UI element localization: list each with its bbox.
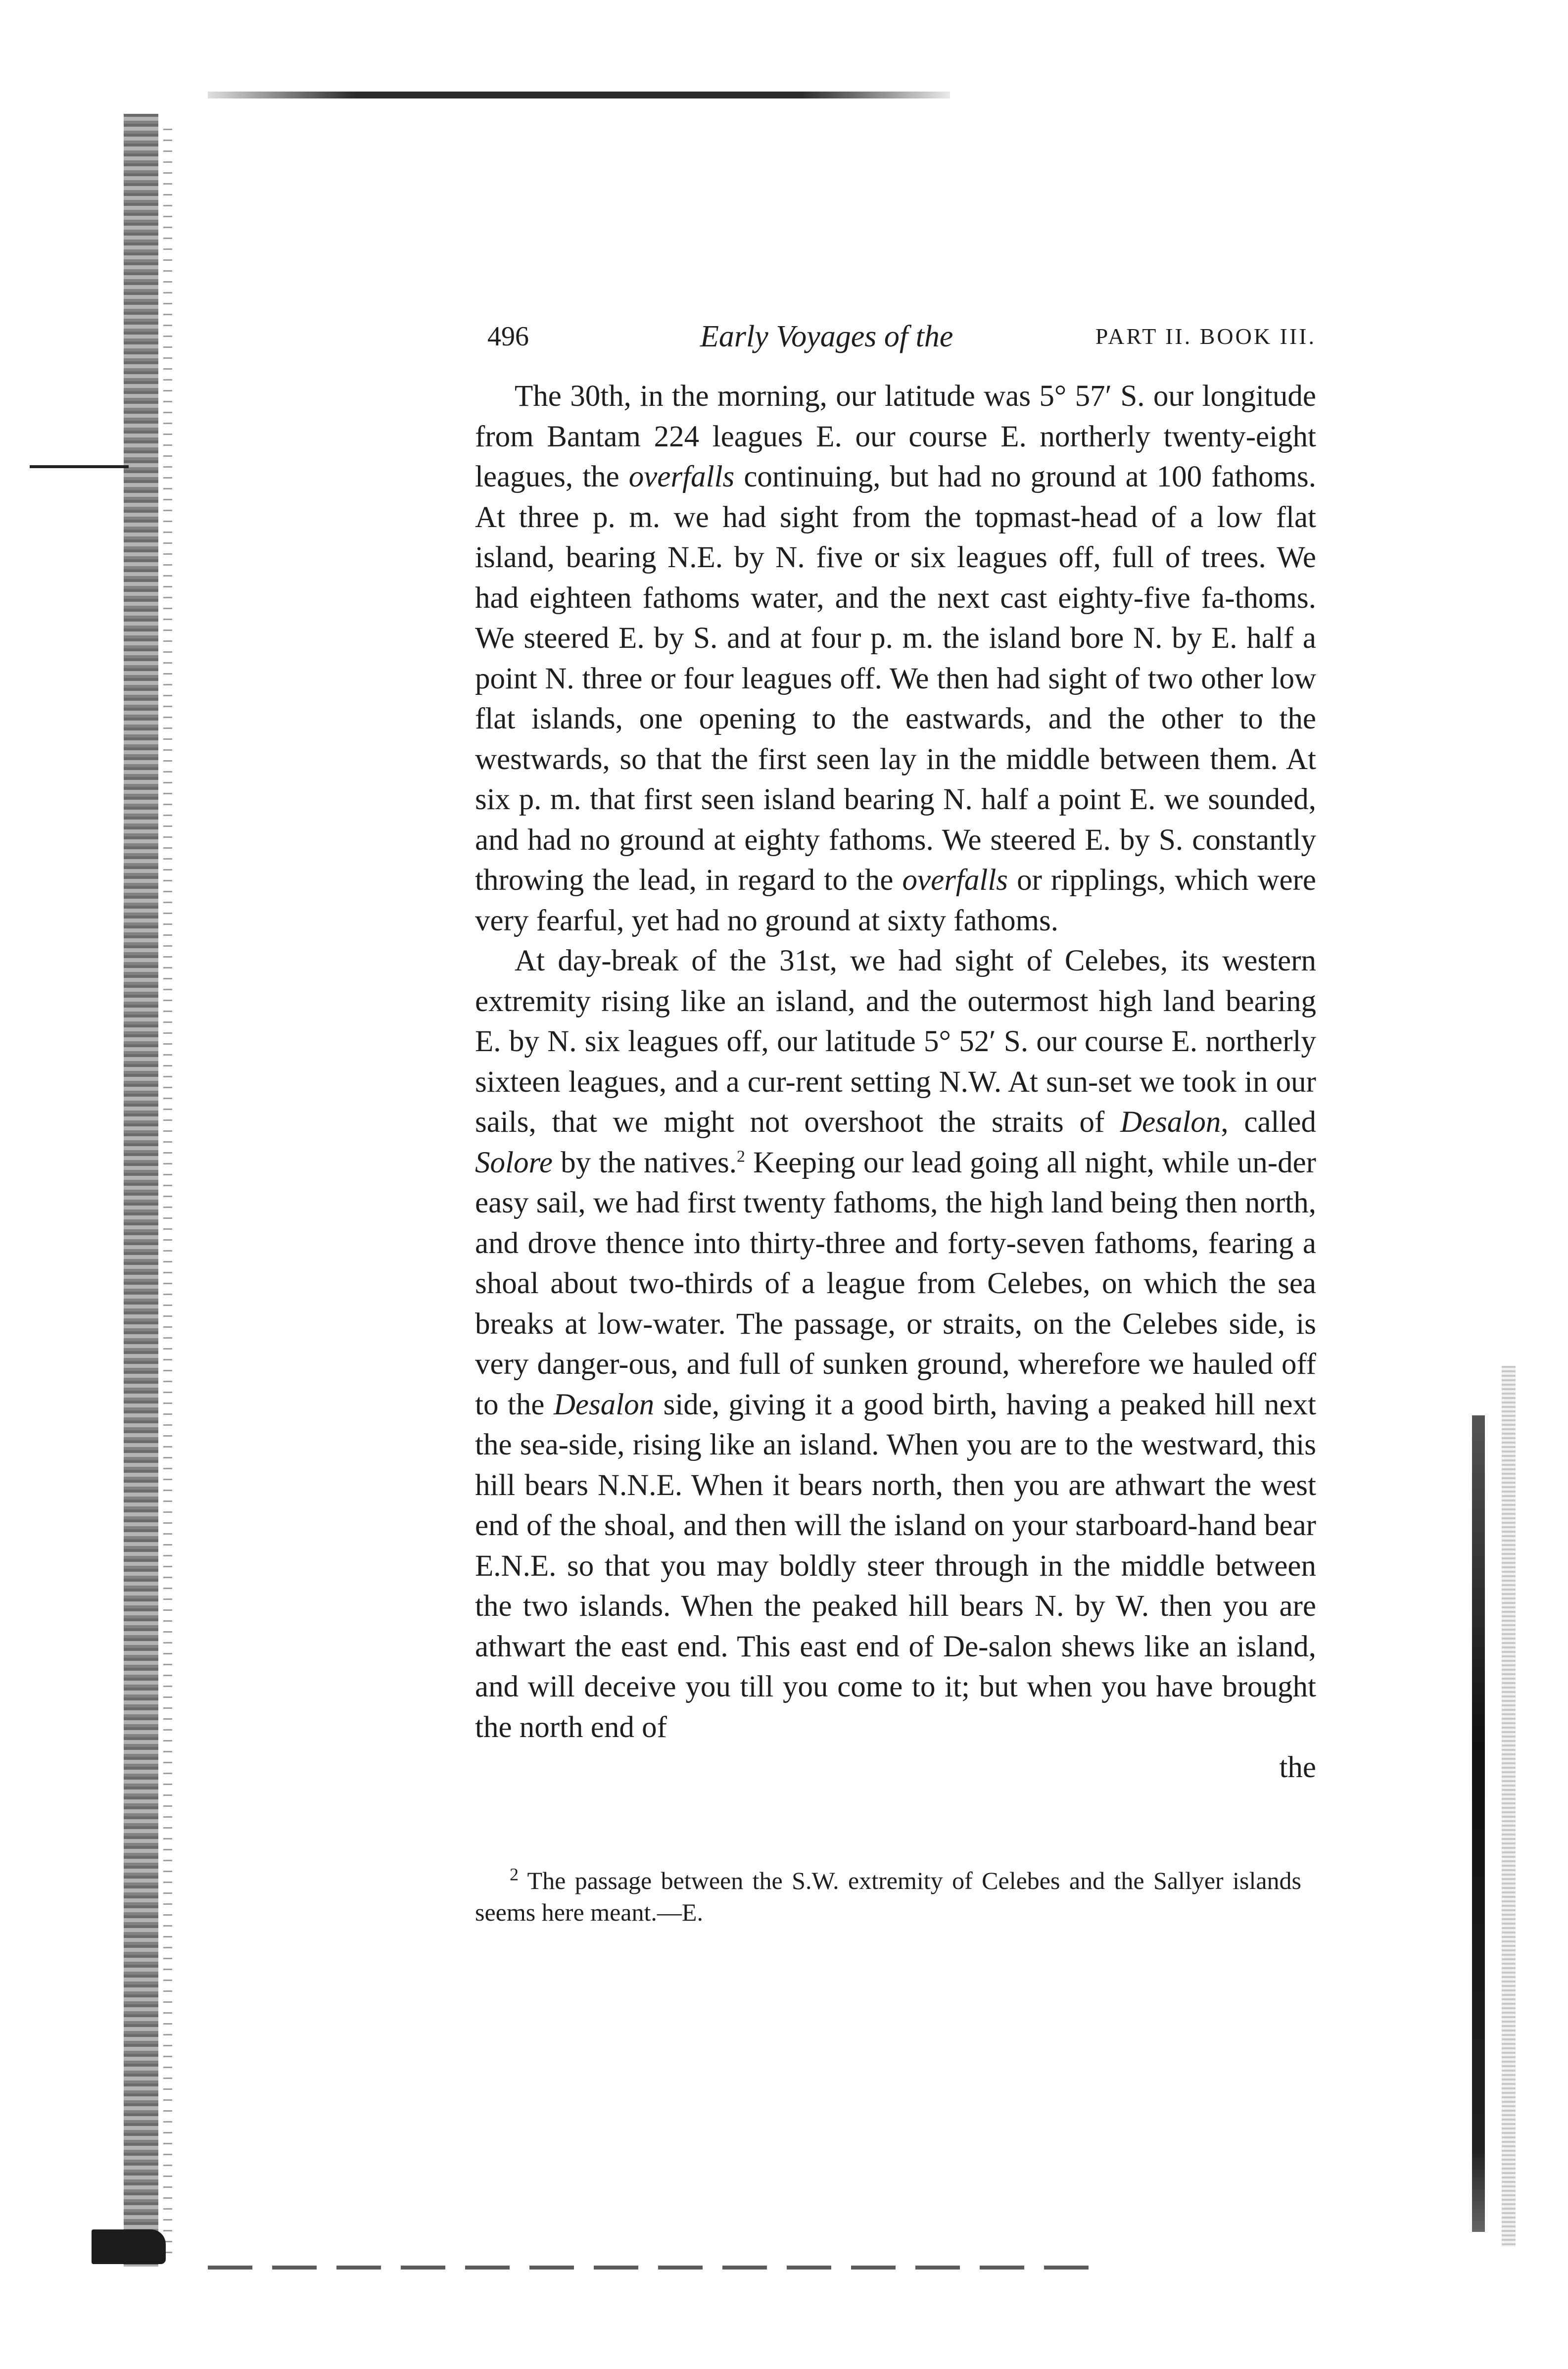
catchword: the	[1279, 1751, 1316, 1784]
paragraph	[475, 376, 1316, 941]
scan-bottom-edge	[208, 2266, 1098, 2270]
footnote-text: The passage between the S.W. extremity of Celebes and the Sallyer islands seems here meant.—E.	[475, 1866, 1301, 1926]
text-run: , called	[1221, 1106, 1316, 1139]
scan-top-edge	[208, 92, 950, 98]
italic-term: Desalon	[553, 1388, 655, 1421]
italic-term: overfalls	[628, 460, 735, 493]
book-page	[475, 317, 1316, 1928]
text-run: or ripplings, which were very fearful, yet had no ground at sixty fathoms.	[475, 864, 1316, 937]
running-title: Early Voyages of the	[700, 320, 953, 353]
text-run: Keeping our lead going all night, while un-der easy sail, we had first twenty fathoms, the high land being then north, and drove thence into thirty-three and forty-seven fathoms, fearing a shoal about two-thirds of a league from Celebes, on which the sea breaks at low-water. The passage, or straits, on the Celebes side, is very danger-ous, and full of sunken ground, wherefore we hauled off to the	[475, 1146, 1316, 1421]
text-run: At day-break of the 31st, we had sight of Celebes, its western extremity rising like an island, and the outermost high land bearing E. by N. six leagues off, our latitude 5° 52′ S. our course E. northerly sixteen leagues, and a cur-rent setting N.W. At sun-set we took in our sails, that we might not overshoot the straits of	[475, 944, 1316, 1139]
text-run: side, giving it a good birth, having a peaked hill next the sea-side, rising like an island. When you are to the westward, this hill bears N.N.E. When it bears north, then you are athwart the west end of the shoal, and then will the island on your starboard-hand bear E.N.E. so that you may boldly steer through in the middle between the two islands. When the peaked hill bears N. by W. then you are athwart the east end. This east end of De-salon shews like an island, and will deceive you till you come to it; but when you have brought the north end of	[475, 1388, 1316, 1744]
scan-left-mark	[30, 465, 129, 468]
paragraph	[475, 941, 1316, 1747]
scan-binding-edge	[124, 114, 158, 2267]
text-run: The 30th, in the morning, our latitude was 5° 57′ S. our longitude from Bantam 224 leagues E. our course E. northerly twenty-eight leagues, the	[475, 380, 1316, 493]
body-text	[475, 376, 1316, 1747]
running-head	[475, 317, 1316, 356]
italic-term: Desalon	[1120, 1106, 1221, 1139]
italic-term: overfalls	[902, 864, 1008, 897]
running-section: PART II. BOOK III.	[1095, 324, 1316, 349]
text-run: continuing, but had no ground at 100 fathoms. At three p. m. we had sight from the topmast-head of a low flat island, bearing N.E. by N. five or six leagues off, full of trees. We had eighteen fathoms water, and the next cast eighty-five fa-thoms. We steered E. by S. and at four p. m. the island bore N. by E. half a point N. three or four leagues off. We then had sight of two other low flat islands, one opening to the eastwards, and the other to the westwards, so that the first seen lay in the middle between them. At six p. m. that first seen island bearing N. half a point E. we sounded, and had no ground at eighty fathoms. We steered E. by S. constantly throwing the lead, in regard to the	[475, 460, 1316, 897]
text-run: by the natives.	[553, 1146, 737, 1179]
footnote-reference: 2	[737, 1147, 745, 1166]
page-number: 496	[487, 321, 529, 352]
footnote	[475, 1865, 1301, 1928]
scan-binding-edge-inner	[163, 129, 172, 2257]
scan-bottom-blot	[92, 2229, 166, 2264]
scan-right-edge	[1472, 1415, 1485, 2232]
footnote-marker: 2	[510, 1864, 519, 1884]
italic-term: Solore	[475, 1146, 553, 1179]
scan-right-edge-outer	[1502, 1366, 1516, 2247]
